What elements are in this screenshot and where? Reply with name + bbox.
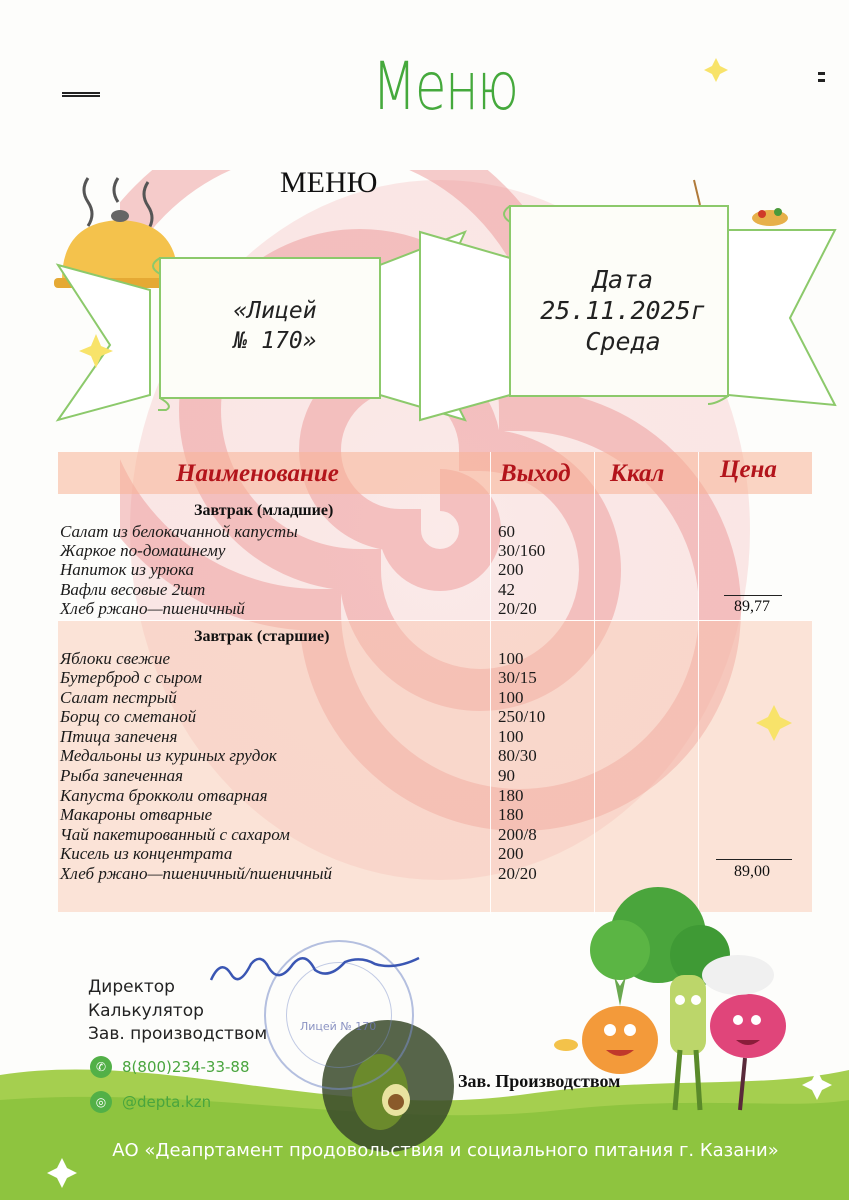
dish-output: 60 [498, 522, 515, 541]
page-title: Меню [372, 48, 518, 125]
date-value: 25.11.2025г [540, 296, 706, 325]
calculator-label: Калькулятор [88, 1001, 204, 1021]
dish-name: Борщ со сметаной [60, 707, 197, 726]
dish-name: Птица запеченя [60, 727, 178, 746]
footer-organization: АО «Деапртамент продовольствия и социального питания г. Казани» [112, 1140, 779, 1161]
dish-name: Салат пестрый [60, 688, 177, 707]
dish-output: 200 [498, 844, 524, 863]
dish-output: 180 [498, 805, 524, 824]
dish-name: Бутерброд с сыром [60, 668, 202, 687]
head-of-production-label: Зав. производством [88, 1024, 268, 1044]
plate-icon [554, 1039, 578, 1051]
section-title-junior: Завтрак (младшие) [194, 502, 334, 519]
stamp-text: Лицей № 170 [300, 1020, 377, 1033]
price-senior: 89,00 [734, 863, 770, 880]
dish-output: 200/8 [498, 825, 537, 844]
phone-icon: ✆ [90, 1056, 112, 1078]
price-junior: 89,77 [734, 598, 770, 615]
dish-name: Чай пакетированный с сахаром [60, 825, 290, 844]
instagram-handle: @depta.kzn [122, 1093, 212, 1111]
sparkle-icon [756, 705, 792, 741]
dish-output: 20/20 [498, 864, 537, 883]
dish-output: 100 [498, 649, 524, 668]
col-header-price: Цена [720, 456, 777, 483]
dish-name: Салат из белокачанной капусты [60, 522, 298, 541]
dish-name: Напиток из урюка [60, 560, 194, 579]
dish-name: Хлеб ржано—пшеничный/пшеничный [60, 864, 333, 883]
dish-name: Кисель из концентрата [60, 844, 233, 863]
school-name-line1: «Лицей [233, 298, 317, 324]
dish-output: 30/160 [498, 541, 546, 560]
dish-name: Медальоны из куриных грудок [60, 746, 277, 765]
dish-name: Макароны отварные [60, 805, 213, 824]
dish-output: 200 [498, 560, 524, 579]
school-name-line2: № 170» [233, 328, 317, 354]
contact-phone[interactable] [90, 1056, 250, 1078]
phone-number: 8(800)234-33-88 [122, 1058, 250, 1076]
dish-name: Жаркое по-домашнему [60, 541, 226, 560]
onion-character-icon [582, 976, 658, 1074]
dish-name: Яблоки свежие [60, 649, 171, 668]
director-label: Директор [88, 977, 175, 997]
date-label: Дата [592, 265, 654, 294]
dish-name: Хлеб ржано—пшеничный [60, 599, 245, 618]
dish-output: 250/10 [498, 707, 546, 726]
col-header-output: Выход [500, 460, 571, 487]
dish-output: 100 [498, 688, 524, 707]
dish-name: Капуста брокколи отварная [60, 786, 268, 805]
col-header-kcal: Ккал [610, 460, 665, 487]
dish-output: 80/30 [498, 746, 537, 765]
instagram-icon: ◎ [90, 1091, 112, 1113]
dish-output: 180 [498, 786, 524, 805]
dish-output: 42 [498, 580, 515, 599]
dish-output: 100 [498, 727, 524, 746]
weekday: Среда [585, 327, 661, 356]
page-subtitle: МЕНЮ [280, 166, 378, 199]
dish-output: 30/15 [498, 668, 537, 687]
dish-output: 90 [498, 766, 515, 785]
contact-instagram[interactable] [90, 1091, 211, 1113]
signature [205, 950, 425, 1010]
dish-name: Вафли весовые 2шт [60, 580, 206, 599]
head-of-production-signature-label: Зав. Производством [458, 1071, 621, 1091]
dish-name: Рыба запеченная [60, 766, 184, 785]
col-header-name: Наименование [176, 460, 339, 487]
dish-output: 20/20 [498, 599, 537, 618]
section-title-senior: Завтрак (старшие) [194, 628, 330, 645]
